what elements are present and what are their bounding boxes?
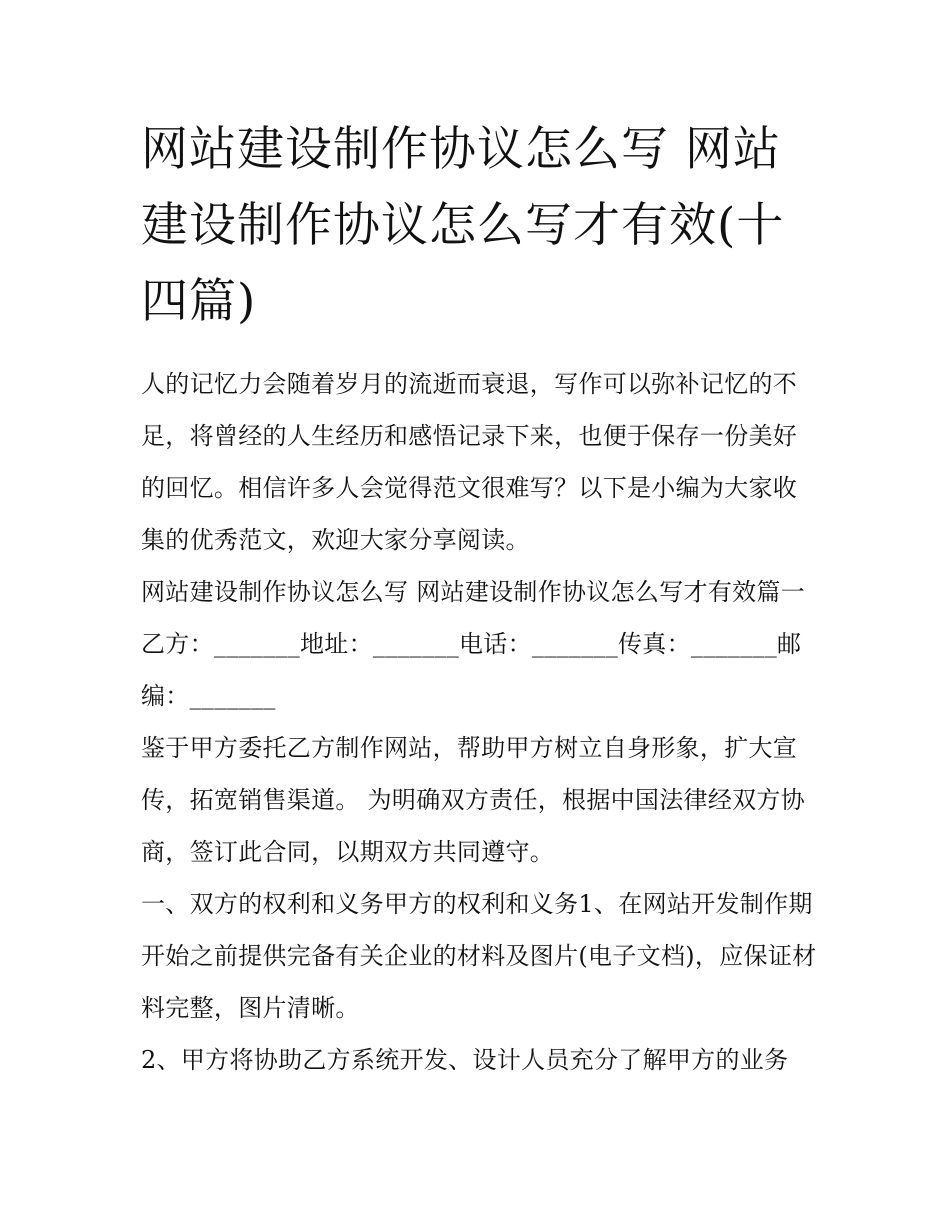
clause-paragraph: 2、甲方将协助乙方系统开发、设计人员充分了解甲方的业务 <box>141 1046 789 1074</box>
party-b-info: 乙方：_______地址：_______电话：_______传真：_______邮编：_______ <box>141 630 802 710</box>
clause-paragraph: 一、双方的权利和义务甲方的权利和义务1、在网站开发制作期开始之前提供完备有关企业的材料及图片(电子文档)，应保证材料完整，图片清晰。 <box>141 890 817 1022</box>
section-heading: 网站建设制作协议怎么写 网站建设制作协议怎么写才有效篇一 <box>141 578 806 606</box>
preamble-paragraph: 鉴于甲方委托乙方制作网站，帮助甲方树立自身形象，扩大宣传，拓宽销售渠道。 为明确双方责任，根据中国法律经双方协商，签订此合同，以期双方共同遵守。 <box>141 734 806 866</box>
intro-paragraph: 人的记忆力会随着岁月的流逝而衰退，写作可以弥补记忆的不足，将曾经的人生经历和感悟记录下来，也便于保存一份美好的回忆。相信许多人会觉得范文很难写？以下是小编为大家收集的优秀范文，欢迎大家分享阅读。 <box>141 370 798 554</box>
document-content <box>141 112 817 1086</box>
document-title: 网站建设制作协议怎么写 网站建设制作协议怎么写才有效(十四篇) <box>141 122 785 329</box>
